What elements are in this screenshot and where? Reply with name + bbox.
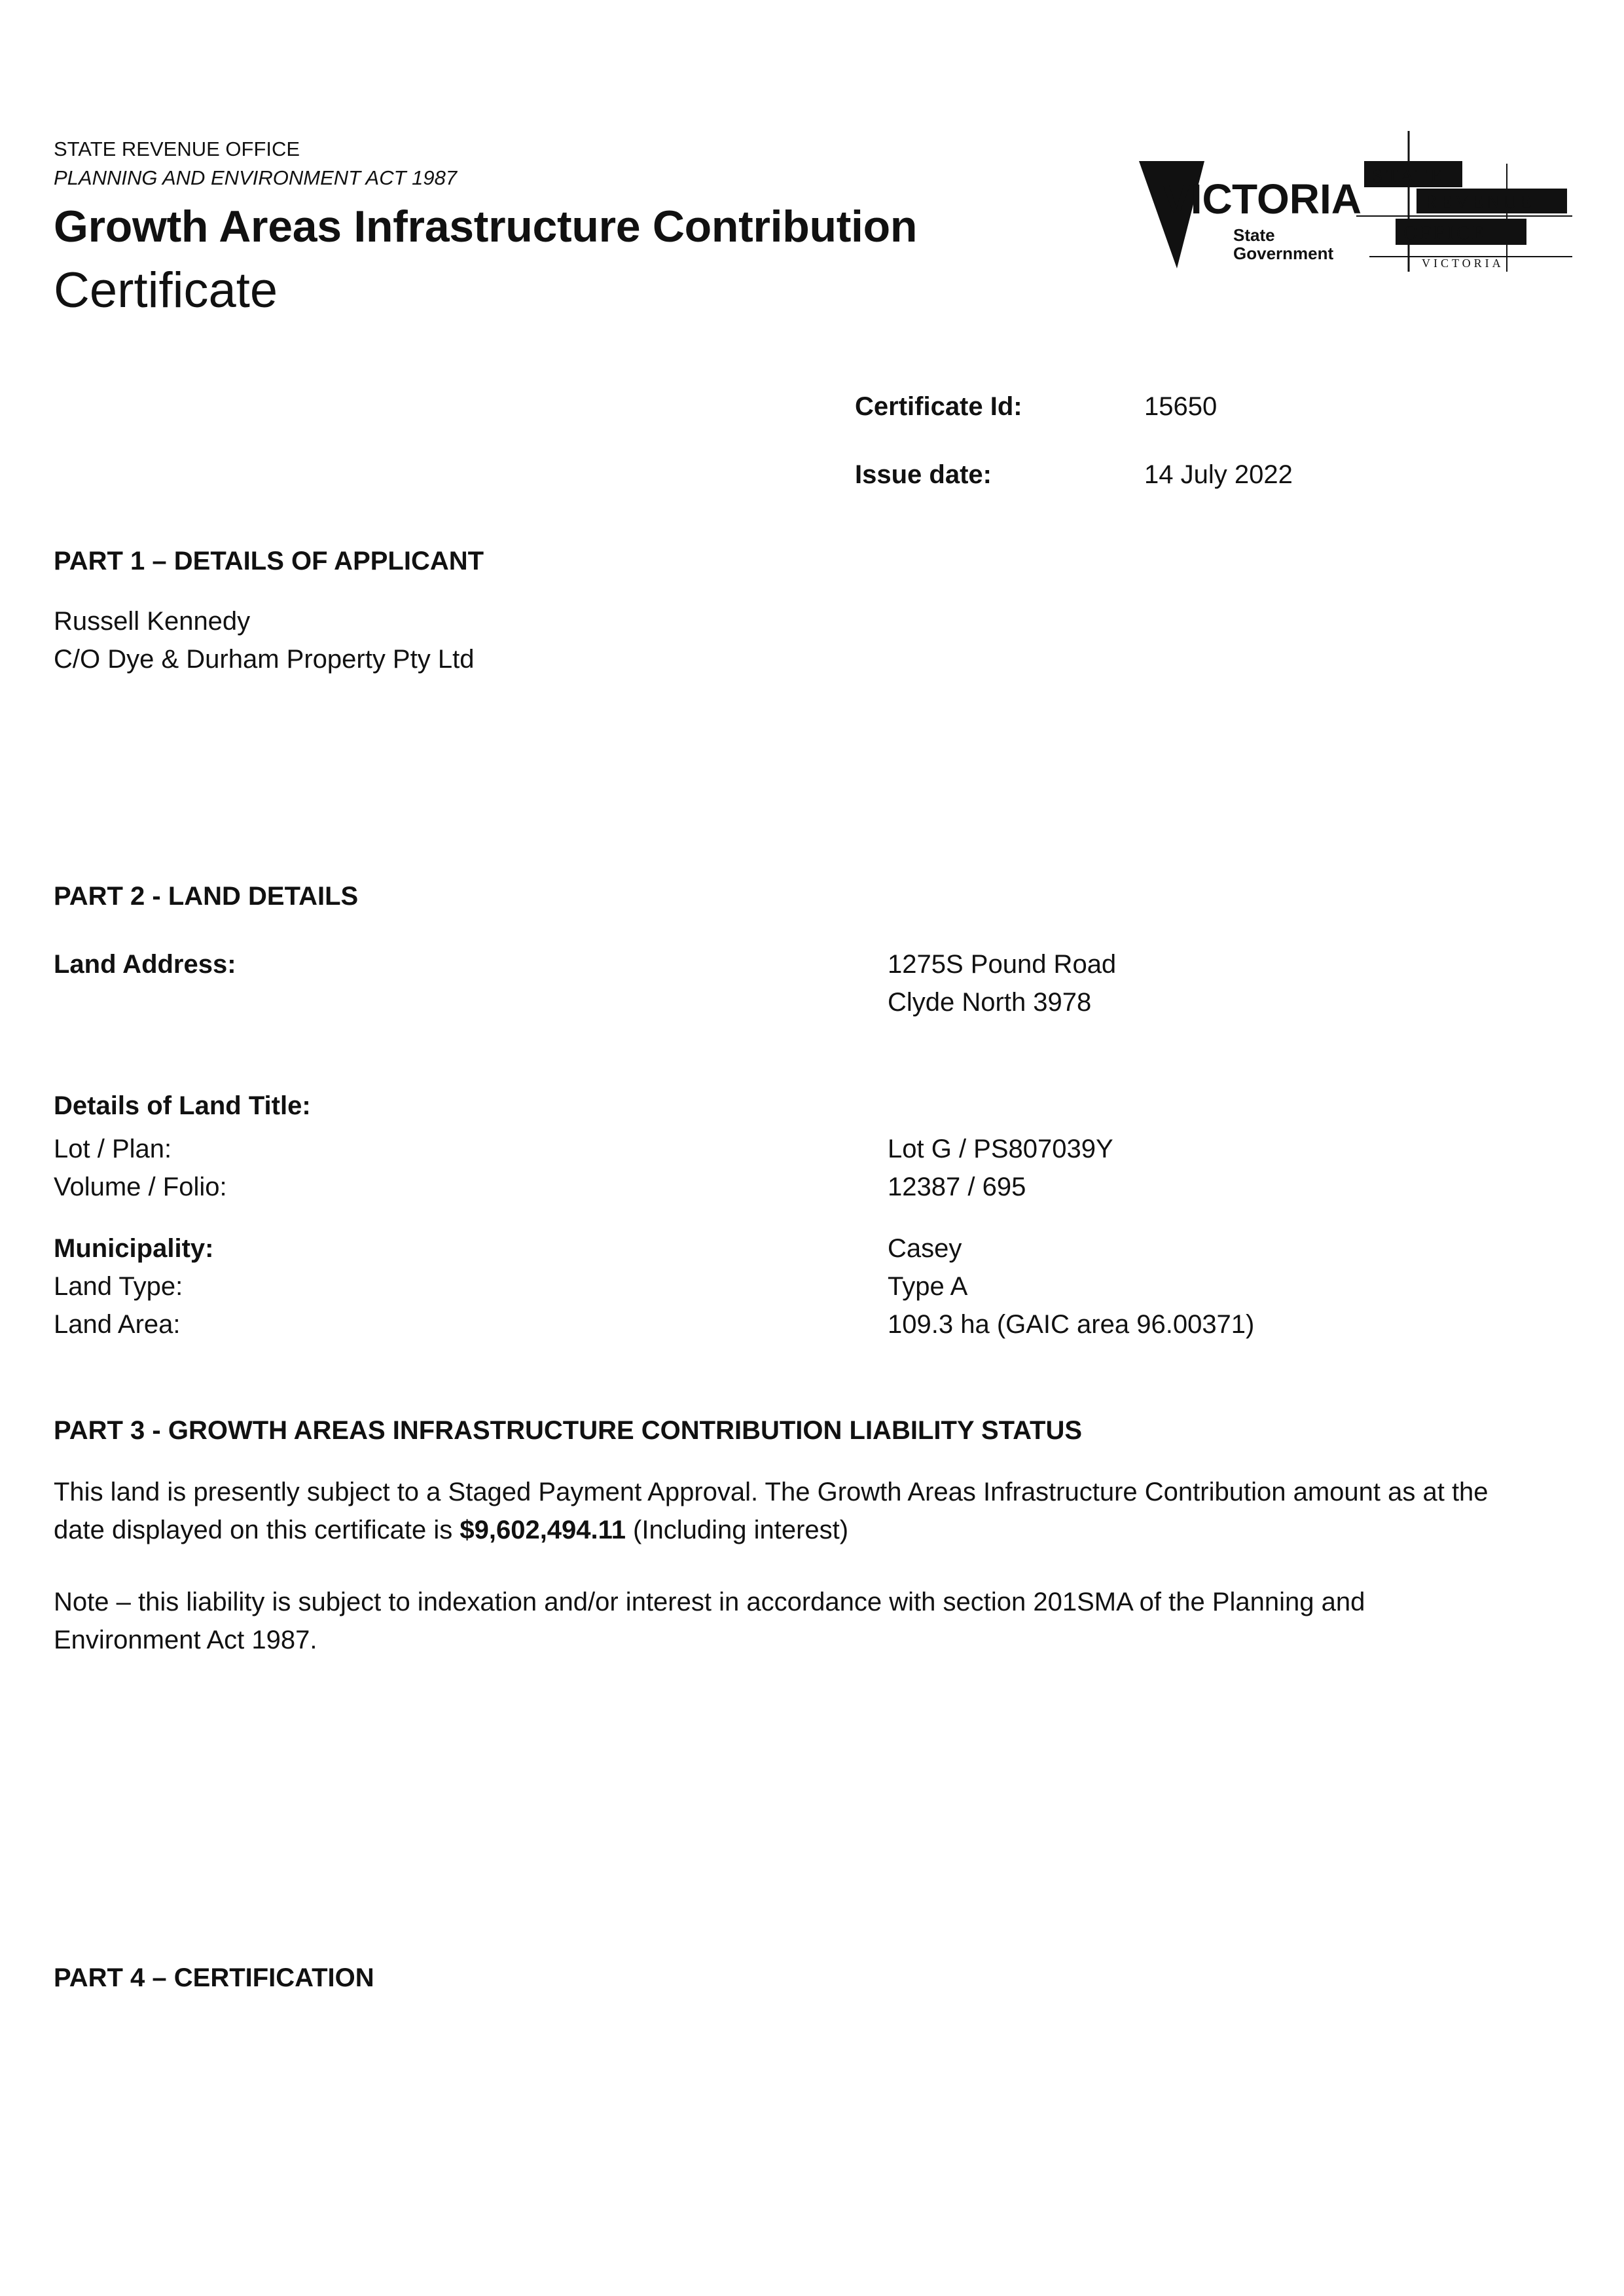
volume-folio-value: 12387 / 695 [888, 1173, 1026, 1201]
lot-plan-label: Lot / Plan: [54, 1135, 172, 1163]
liability-line2-pre: date displayed on this certificate is [54, 1516, 460, 1544]
sro-line1: STATE [1372, 165, 1446, 187]
certificate-id-label: Certificate Id: [855, 392, 1022, 421]
liability-line2-post: (Including interest) [625, 1516, 849, 1544]
note-line2: Environment Act 1987. [54, 1626, 317, 1654]
note-line1: Note – this liability is subject to indexation and/or interest in accordance with section 201SMA of the Planning and [54, 1588, 1365, 1616]
victoria-government-logo [1139, 156, 1362, 274]
part4-heading: PART 4 – CERTIFICATION [54, 1963, 374, 1992]
liability-line1: This land is presently subject to a Staged Payment Approval. The Growth Areas Infrastructure Contribution amount as at the [54, 1478, 1489, 1506]
part1-heading: PART 1 – DETAILS OF APPLICANT [54, 547, 484, 575]
sro-line3: OFFICE [1403, 222, 1487, 244]
part2-heading: PART 2 - LAND DETAILS [54, 882, 359, 911]
sro-line4: VICTORIA [1422, 257, 1504, 270]
land-address-line1: 1275S Pound Road [888, 950, 1117, 979]
note-paragraph [54, 1583, 1612, 1659]
liability-line2 [54, 1511, 1612, 1549]
issue-date-label: Issue date: [855, 460, 992, 489]
liability-amount: $9,602,494.11 [460, 1516, 626, 1544]
municipality-value: Casey [888, 1234, 962, 1263]
applicant-company: C/O Dye & Durham Property Pty Ltd [54, 645, 475, 674]
lot-plan-value: Lot G / PS807039Y [888, 1135, 1113, 1163]
sro-line2: REVENUE [1424, 191, 1534, 213]
municipality-label: Municipality: [54, 1234, 214, 1263]
land-address-label: Land Address: [54, 950, 236, 979]
victoria-word-suffix: TORIA [1232, 175, 1362, 223]
victoria-word-prefix: VIC [1163, 175, 1233, 223]
issue-date-value: 14 July 2022 [1144, 460, 1293, 489]
land-type-label: Land Type: [54, 1272, 183, 1301]
sro-logo [1356, 131, 1572, 272]
land-area-value: 109.3 ha (GAIC area 96.00371) [888, 1310, 1255, 1339]
liability-paragraph [54, 1473, 1612, 1549]
office-name: STATE REVENUE OFFICE [54, 137, 300, 160]
part3-heading: PART 3 - GROWTH AREAS INFRASTRUCTURE CONTRIBUTION LIABILITY STATUS [54, 1416, 1083, 1445]
land-area-label: Land Area: [54, 1310, 181, 1339]
document-title: Growth Areas Infrastructure Contribution [54, 202, 918, 251]
act-name: PLANNING AND ENVIRONMENT ACT 1987 [54, 166, 458, 189]
land-address-line2: Clyde North 3978 [888, 988, 1092, 1017]
victoria-line1: State [1233, 225, 1275, 245]
applicant-name: Russell Kennedy [54, 607, 251, 636]
land-type-value: Type A [888, 1272, 968, 1301]
victoria-line2: Government [1233, 244, 1334, 263]
volume-folio-label: Volume / Folio: [54, 1173, 227, 1201]
land-title-heading: Details of Land Title: [54, 1091, 311, 1120]
certificate-id-value: 15650 [1144, 392, 1218, 421]
document-subtitle: Certificate [54, 263, 278, 318]
